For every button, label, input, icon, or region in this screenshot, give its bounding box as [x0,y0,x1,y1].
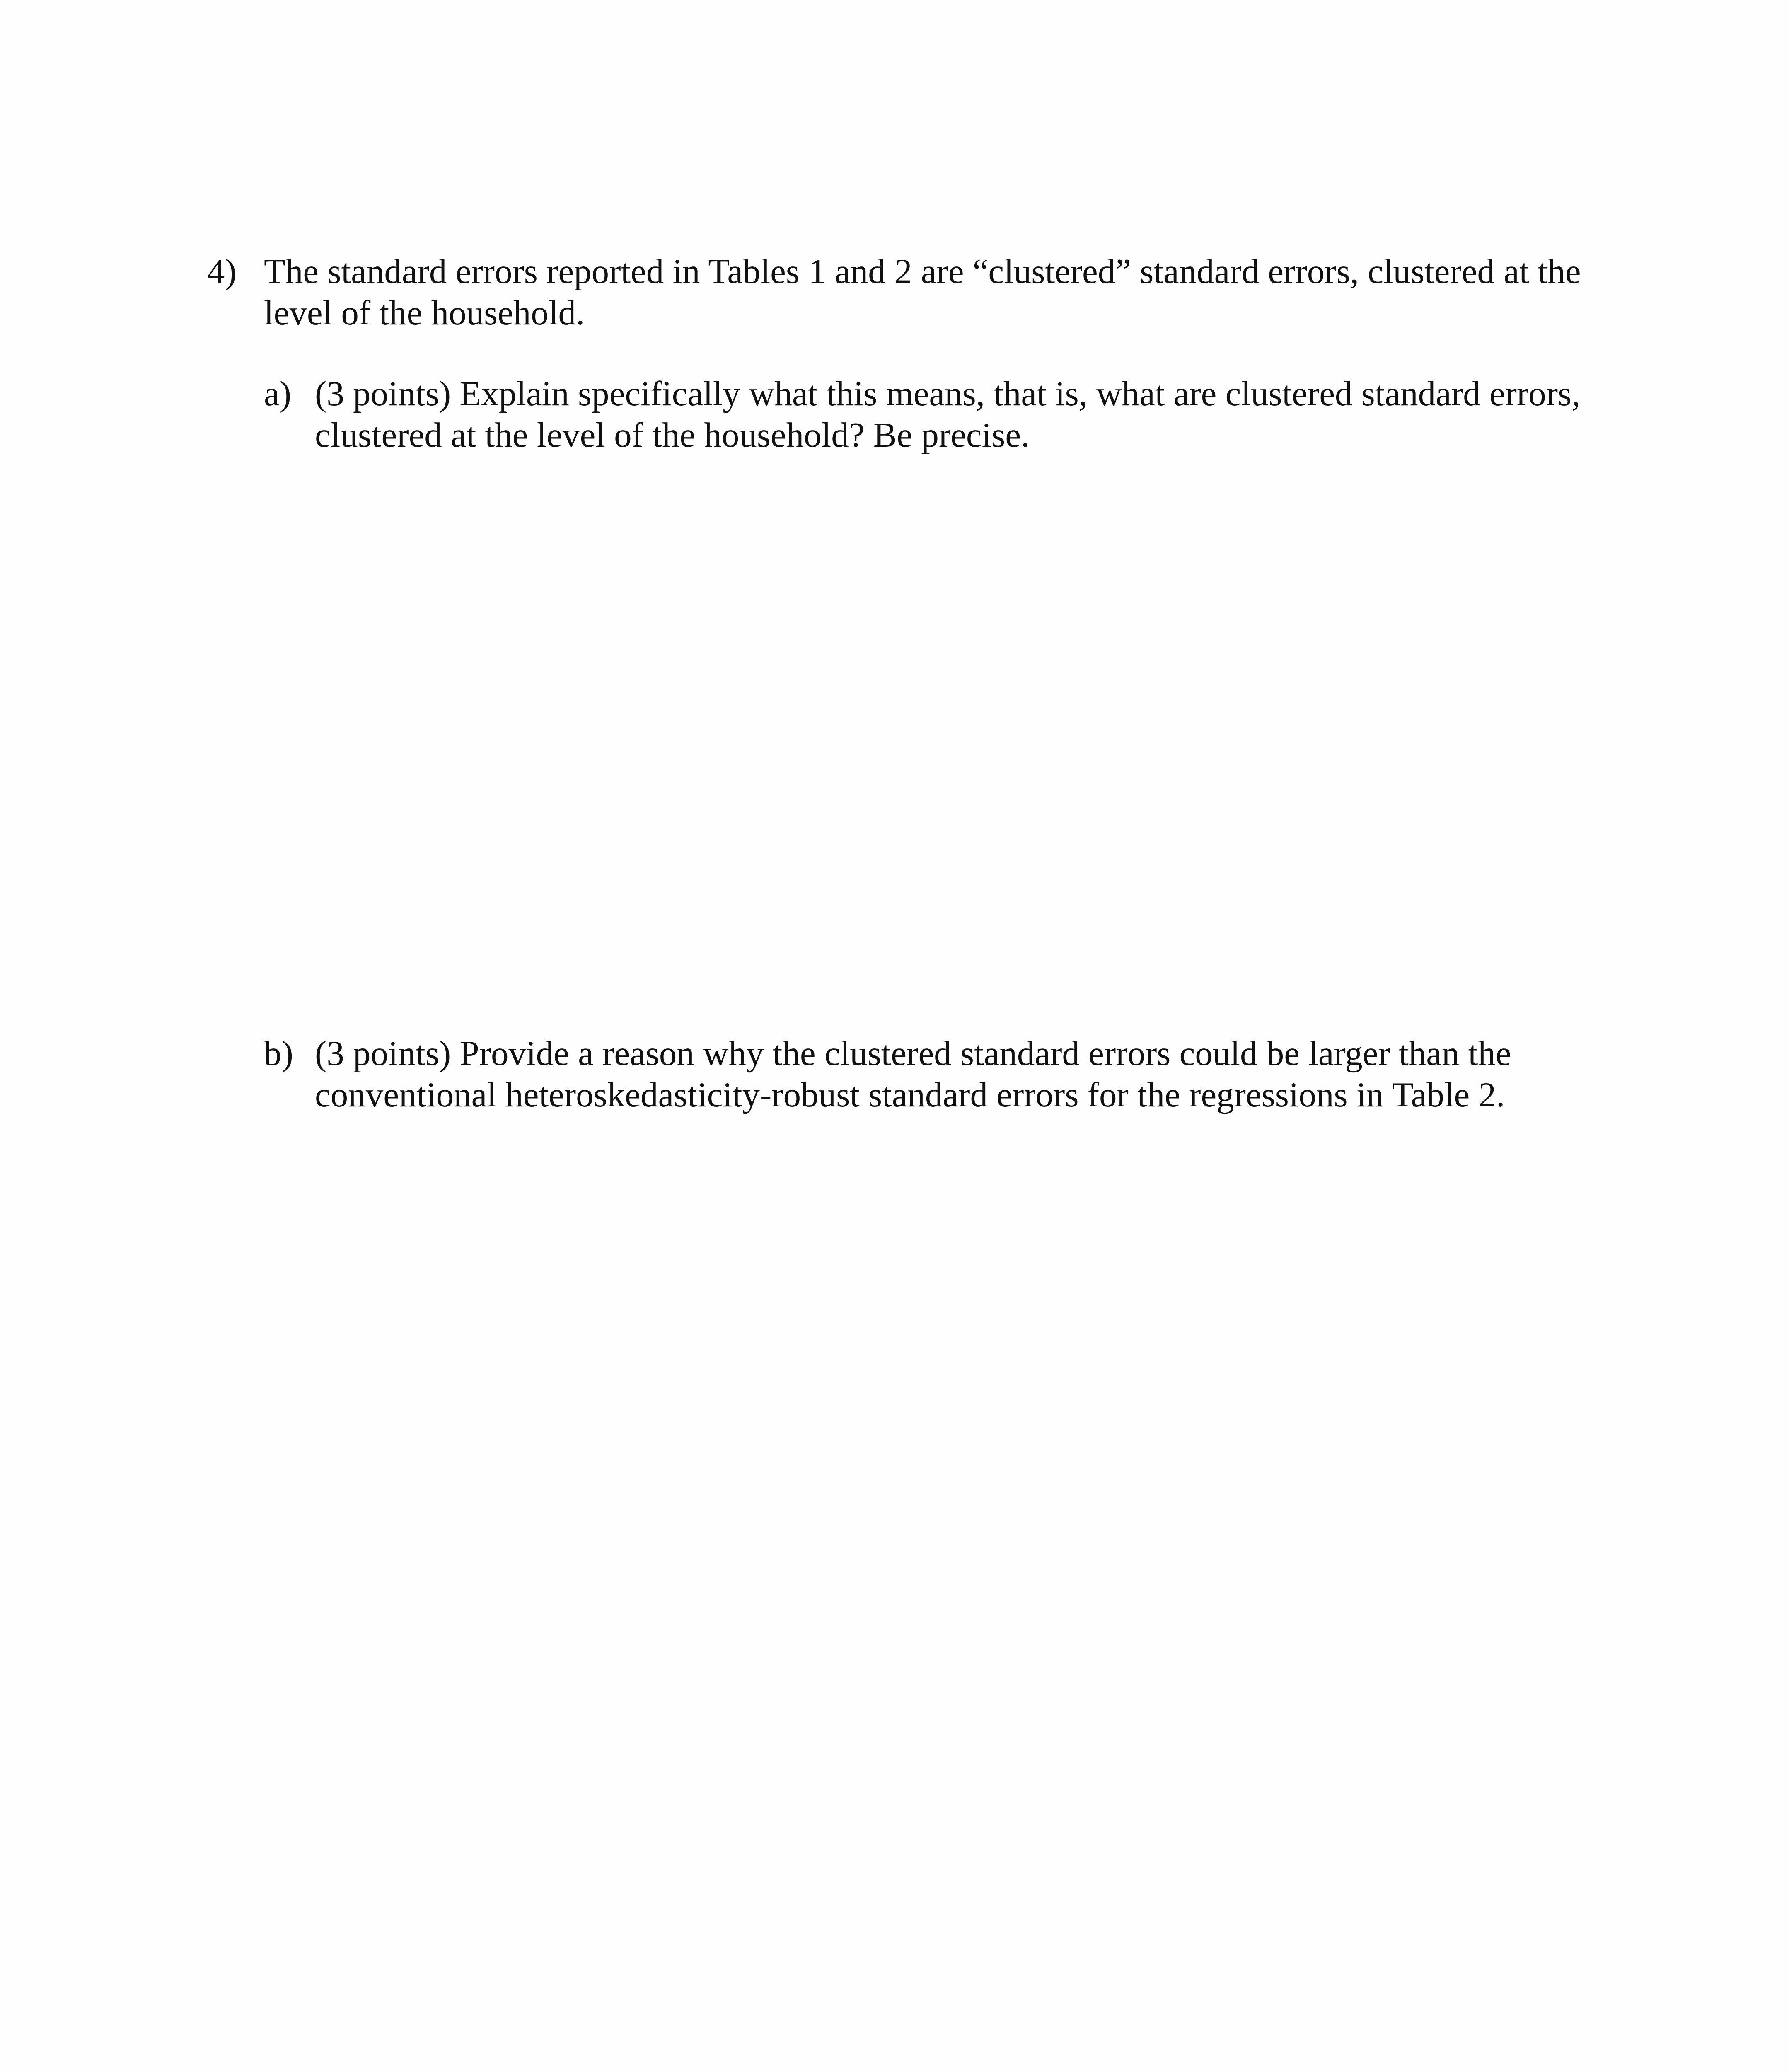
question-line-2: level of the household. [264,293,585,332]
part-a-line-1: (3 points) Explain specifically what this means, that is, what are clustered standard errors, [315,374,1581,413]
question-line-1: The standard errors reported in Tables 1 and 2 are “clustered” standard errors, clustered at the [264,252,1581,291]
part-a-text [315,373,1580,456]
question-text [264,251,1581,334]
part-b-text [315,1033,1511,1116]
question-number: 4) [207,252,237,291]
part-a-answer-area[interactable] [315,464,1579,1003]
part-b-answer-area[interactable] [315,1127,1579,2072]
part-b-line-2: conventional heteroskedasticity-robust standard errors for the regressions in Table 2. [315,1075,1505,1114]
part-a-line-2: clustered at the level of the household? Be precise. [315,416,1030,455]
part-b-line-1: (3 points) Provide a reason why the clustered standard errors could be larger than the [315,1034,1511,1073]
part-b-label: b) [264,1034,293,1073]
part-a-label: a) [264,374,292,413]
